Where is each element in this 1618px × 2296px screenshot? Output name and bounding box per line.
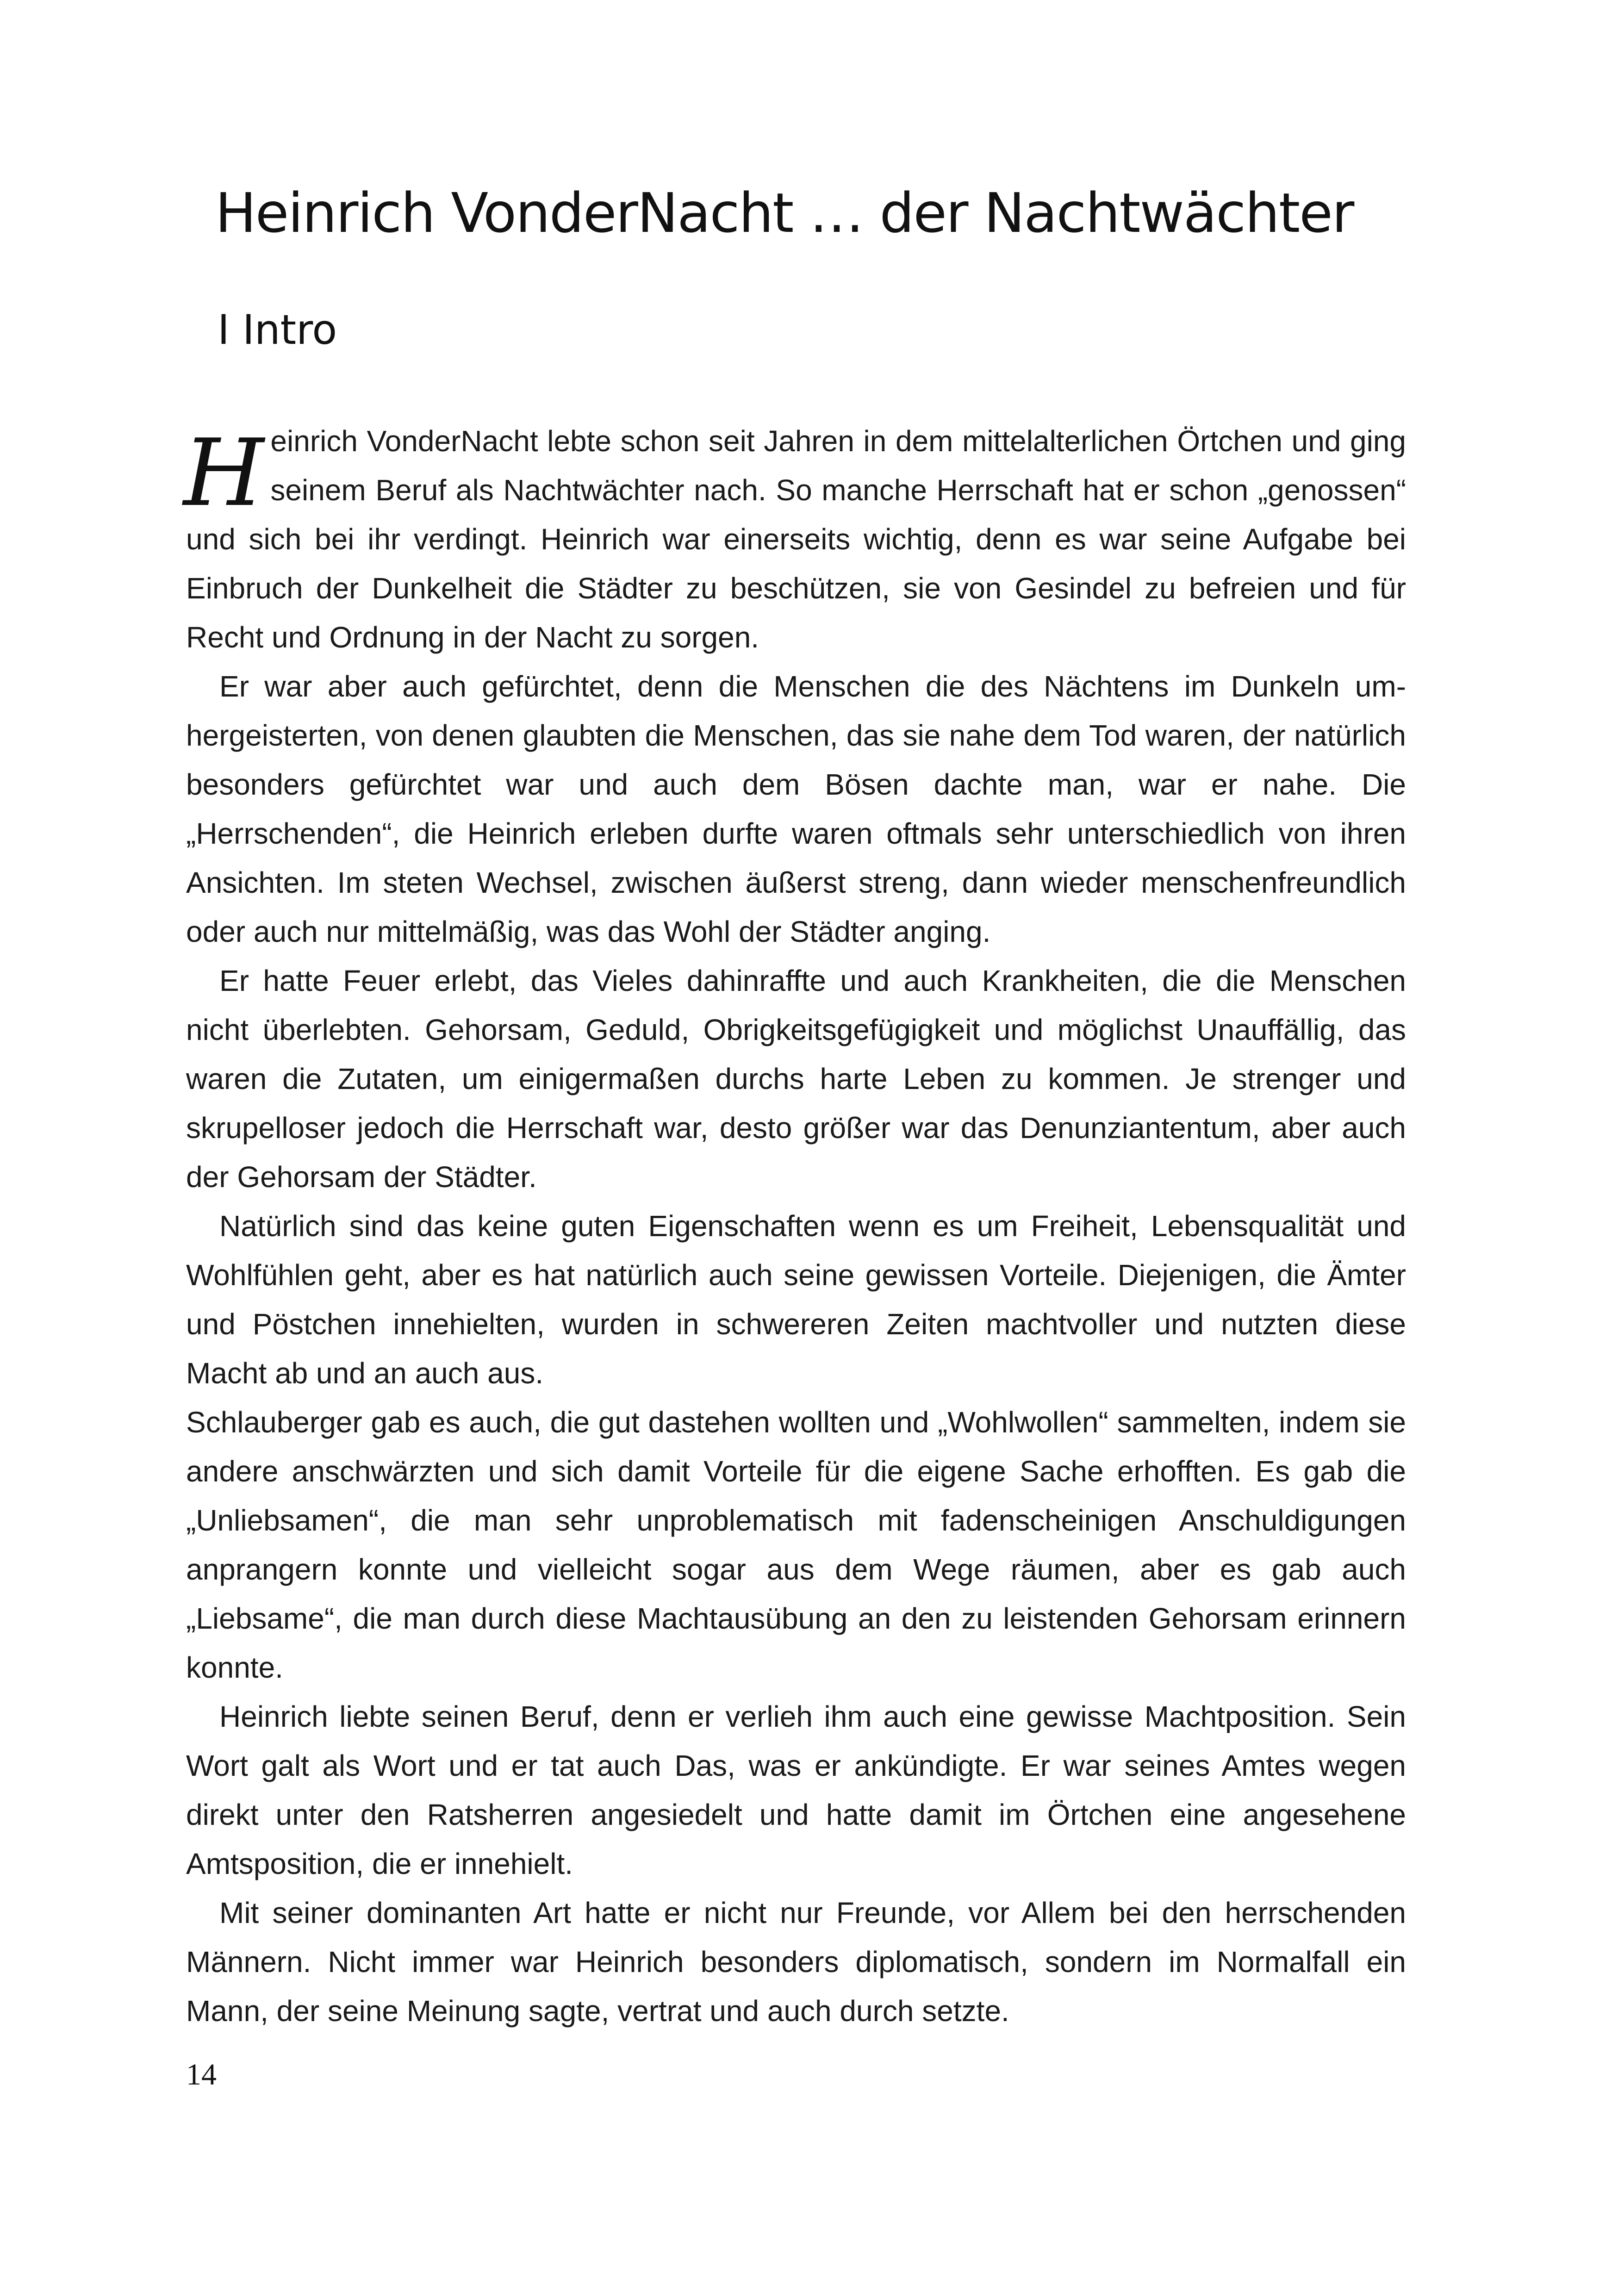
page-number: 14 xyxy=(186,2058,217,2091)
page-title: Heinrich VonderNacht … der Nachtwächter xyxy=(215,181,1354,245)
paragraph-3: Er hatte Feuer erlebt, das Vieles dahinraffte und auch Krankheiten, die die Menschen nicht überlebten. Gehorsam, Geduld, Obrigkeitsgefügigkeit und möglichst Unauffällig, das waren die Zutaten, um einigermaßen durchs harte Leben zu kommen. Je strenger und skrupelloser jedoch die Herrschaft war, desto größer war das Denunziantentum, aber auch der Gehorsam der Städter. xyxy=(186,964,1406,1194)
paragraph-2: Er war aber auch gefürchtet, denn die Menschen die des Nächtens im Dunkeln umhergeisterten, von denen glaubten die Menschen, das sie nahe dem Tod waren, der natürlich besonders gefürchtet war und auch dem Bösen dachte man, war er nahe. Die „Herrschenden“, die Heinrich erleben durfte waren oftmals sehr unterschiedlich von ihren Ansichten. Im steten Wechsel, zwischen äußerst streng, dann wieder menschenfreundlich oder auch nur mittelmäßig, was das Wohl der Städter anging. xyxy=(186,670,1406,948)
paragraph-1 xyxy=(183,417,1406,662)
paragraph-6: Heinrich liebte seinen Beruf, denn er verlieh ihm auch eine gewisse Machtposition. Sein Wort galt als Wort und er tat auch Das, was er ankündigte. Er war seines Amtes wegen direkt unter den Ratsherren angesiedelt und hatte damit im Örtchen eine angesehene Amtsposition, die er innehielt. xyxy=(186,1700,1406,1880)
paragraph-4: Natürlich sind das keine guten Eigenschaften wenn es um Freiheit, Lebensqualität und Wohlfühlen geht, aber es hat natürlich auch seine gewissen Vorteile. Diejenigen, die Ämter und Pöstchen innehielten, wurden in schwereren Zeiten machtvoller und nutzten diese Macht ab und an auch aus. xyxy=(186,1209,1406,1390)
paragraph-text: einrich VonderNacht lebte schon seit Jahren in dem mittelalterlichen Örtchen und ging seinem Beruf als Nachtwächter nach. So manche Herrschaft hat er schon „genossen“ und sich bei ihr verdingt. Heinrich war einerseits wichtig, denn es war seine Aufgabe bei Einbruch der Dunkelheit die Städter zu beschützen, sie von Gesindel zu befreien und für Recht und Ordnung in der Nacht zu sorgen. xyxy=(186,424,1406,654)
paragraph-7: Mit seiner dominanten Art hatte er nicht nur Freunde, vor Allem bei den herrschenden Männern. Nicht immer war Heinrich besonders diplomatisch, sondern im Normalfall ein Mann, der seine Meinung sagte, vertrat und auch durch setzte. xyxy=(186,1896,1406,2028)
drop-cap: H xyxy=(183,419,264,527)
chapter-heading: I Intro xyxy=(218,306,337,354)
body-text xyxy=(183,417,1406,2035)
paragraph-5: Schlauberger gab es auch, die gut dastehen wollten und „Wohlwollen“ sammelten, indem sie andere anschwärzten und sich damit Vorteile für die eigene Sache erhofften. Es gab die „Unliebsamen“, die man sehr unproblematisch mit fadenscheinigen Anschuldigungen anprangern konnte und vielleicht sogar aus dem Wege räumen, aber es gab auch „Liebsame“, die man durch diese Machtausübung an den zu leistenden Gehorsam erinnern konnte. xyxy=(186,1406,1406,1684)
